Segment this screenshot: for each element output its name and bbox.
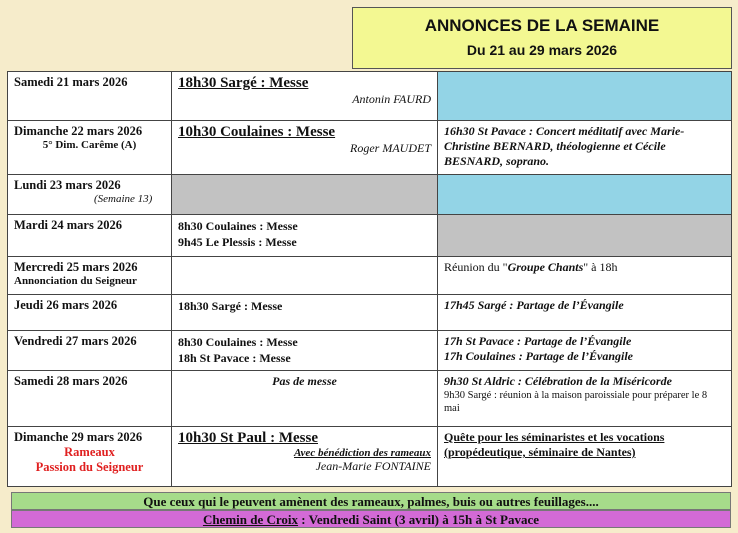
- note-label: Réunion du "Groupe Chants" à 18h: [444, 260, 618, 274]
- mass-cell: [172, 175, 438, 215]
- note-cell: [438, 331, 732, 371]
- presider-label: Jean-Marie FONTAINE: [315, 459, 431, 473]
- presider-label: Roger MAUDET: [350, 141, 431, 155]
- table-row: [8, 175, 732, 215]
- mass-label: Pas de messe: [272, 374, 337, 388]
- mass-sub-label: Avec bénédiction des rameaux: [294, 447, 431, 459]
- day-cell: [8, 427, 172, 487]
- note-cell: [438, 175, 732, 215]
- note-cell: [438, 295, 732, 331]
- day-cell: [8, 175, 172, 215]
- table-row: [8, 215, 732, 257]
- table-row: [8, 121, 732, 175]
- note-line: 17h Coulaines : Partage de l’Évangile: [444, 349, 633, 363]
- note-label: 9h30 St Aldric : Célébration de la Miséricorde: [444, 374, 672, 388]
- banner-link-label: Chemin de Croix: [202, 512, 299, 527]
- day-cell: [8, 257, 172, 295]
- table-row: [8, 427, 732, 487]
- day-label: Jeudi 26 mars 2026: [14, 298, 118, 312]
- note-small-label: 9h30 Sargé : réunion à la maison paroissiale pour préparer le 8 mai: [444, 390, 708, 414]
- day-sub-label: Annonciation du Seigneur: [14, 275, 137, 287]
- day-sub-label: (Semaine 13): [94, 193, 153, 205]
- title-box: [352, 7, 732, 69]
- day-label: Dimanche 29 mars 2026: [14, 430, 143, 444]
- mass-line: 8h30 Coulaines : Messe: [178, 335, 298, 349]
- day-cell: [8, 371, 172, 427]
- note-label: 16h30 St Pavace : Concert méditatif avec Marie-Christine BERNARD, théologienne et Cécile BESNARD, soprano.: [444, 124, 685, 168]
- page-title: ANNONCES DE LA SEMAINE: [424, 16, 660, 35]
- note-cell: [438, 257, 732, 295]
- day-label: Lundi 23 mars 2026: [14, 178, 121, 192]
- note-line: Quête pour les séminaristes et les vocations: [444, 430, 665, 444]
- note-cell: [438, 427, 732, 487]
- day-label: Mercredi 25 mars 2026: [14, 260, 138, 274]
- note-cell: [438, 121, 732, 175]
- table-row: [8, 295, 732, 331]
- feast-label: Rameaux: [64, 445, 115, 459]
- note-cell: [438, 371, 732, 427]
- mass-line: 18h St Pavace : Messe: [178, 351, 291, 365]
- day-label: Samedi 21 mars 2026: [14, 75, 128, 89]
- day-label: Vendredi 27 mars 2026: [14, 334, 137, 348]
- day-cell: [8, 331, 172, 371]
- mass-cell: [172, 295, 438, 331]
- day-cell: [8, 215, 172, 257]
- table-row: [8, 331, 732, 371]
- table-row: [8, 72, 732, 121]
- note-cell: [438, 215, 732, 257]
- mass-cell: [172, 331, 438, 371]
- day-label: Mardi 24 mars 2026: [14, 218, 122, 232]
- mass-cell: [172, 257, 438, 295]
- note-line: 17h St Pavace : Partage de l’Évangile: [444, 334, 632, 348]
- schedule-table: [7, 71, 732, 487]
- mass-cell: [172, 72, 438, 121]
- mass-label: 10h30 St Paul : Messe: [178, 430, 318, 446]
- day-cell: [8, 121, 172, 175]
- mass-line: 8h30 Coulaines : Messe: [178, 219, 298, 233]
- mass-cell: [172, 215, 438, 257]
- day-sub-label: 5° Dim. Carême (A): [42, 139, 137, 151]
- day-cell: [8, 295, 172, 331]
- page-subtitle: Du 21 au 29 mars 2026: [466, 42, 618, 58]
- presider-label: Antonin FAURD: [352, 92, 431, 106]
- mass-cell: [172, 371, 438, 427]
- mass-label: 10h30 Coulaines : Messe: [178, 124, 336, 140]
- mass-cell: [172, 121, 438, 175]
- day-label: Samedi 28 mars 2026: [14, 374, 128, 388]
- day-cell: [8, 72, 172, 121]
- note-line: (propédeutique, séminaire de Nantes): [444, 445, 636, 459]
- banner-rest-label: : Vendredi Saint (3 avril) à 15h à St Pavace: [298, 512, 540, 527]
- note-label: 17h45 Sargé : Partage de l’Évangile: [444, 298, 624, 312]
- mass-cell: [172, 427, 438, 487]
- table-row: [8, 371, 732, 427]
- mass-line: 9h45 Le Plessis : Messe: [178, 235, 297, 249]
- day-label: Dimanche 22 mars 2026: [14, 124, 143, 138]
- banner-chemin-de-croix: [11, 510, 731, 528]
- table-row: [8, 257, 732, 295]
- feast-label: Passion du Seigneur: [35, 460, 144, 474]
- mass-label: 18h30 Sargé : Messe: [178, 299, 283, 313]
- note-cell: [438, 72, 732, 121]
- banner-rameaux: Que ceux qui le peuvent amènent des rameaux, palmes, buis ou autres feuillages....: [11, 492, 731, 510]
- mass-label: 18h30 Sargé : Messe: [178, 75, 309, 91]
